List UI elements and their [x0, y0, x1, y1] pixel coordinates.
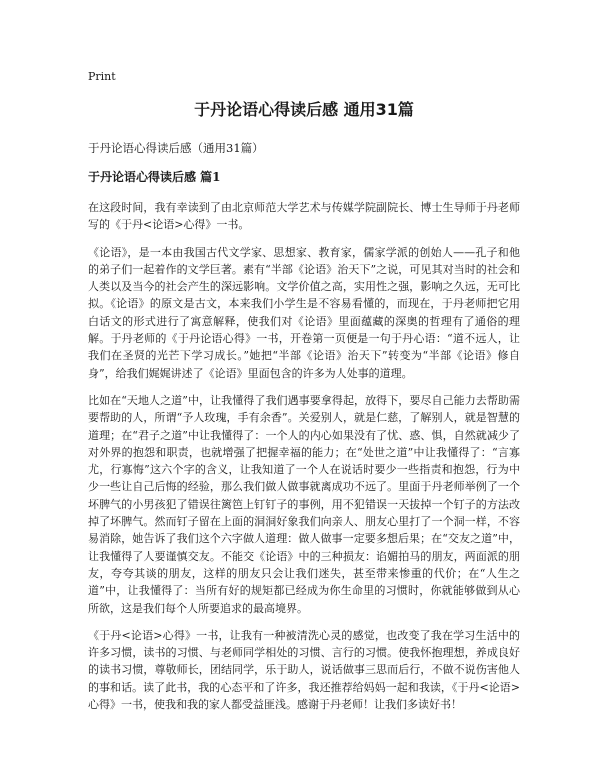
print-link[interactable]: Print	[88, 70, 116, 83]
paragraph-1: 在这段时间，我有幸读到了由北京师范大学艺术与传媒学院副院长、博士生导师于丹老师写的《于丹<论语>心得》一书。	[88, 201, 520, 232]
document-page	[88, 70, 520, 723]
section-heading: 于丹论语心得读后感 篇1	[88, 170, 221, 184]
paragraph-3: 比如在“天地人之道”中，让我懂得了我们遇事要拿得起，放得下，要尽自己能力去帮助需要帮助的人，所谓“予人玫瑰，手有余香”。关爱别人，就是仁慈，了解别人，就是智慧的道理；在“君子之道”中让我懂得了：一个人的内心如果没有了忧、惑、惧，自然就减少了对外界的抱怨和职责，也就增强了把握幸福的能力；在“处世之道”中让我懂得了：“言寡尤，行寡悔”这六个字的含义，让我知道了一个人在说话时要少一些指责和抱怨，行为中少一些让自己后悔的经验，那么我们做人做事就离成功不远了。里面于丹老师举例了一个坏脾气的小男孩犯了错误往篱笆上钉钉子的事例，用不犯错误一天拔掉一个钉子的方法改掉了坏脾气。然而钉子留在上面的洞洞好象我们向亲人、朋友心里打了一个洞一样，不容易消除，她告诉了我们这个六字做人道理：做人做事一定要多想后果；在“交友之道”中，让我懂得了人要谨慎交友。不能交《论语》中的三种损友：谄媚拍马的朋友，两面派的朋友，夸夸其谈的朋友，这样的朋友只会让我们迷失，甚至带来惨重的代价；在“人生之道”中，让我懂得了：当所有好的规矩都已经成为你生命里的习惯时，你就能够做到从心所欲，这是我们每个人所要追求的最高境界。	[88, 393, 520, 615]
paragraph-2: 《论语》，是一本由我国古代文学家、思想家、教育家，儒家学派的创始人——孔子和他的弟子们一起着作的文学巨著。素有“半部《论语》治天下”之说，可见其对当时的社会和人类以及当今的社会产生的深远影响。文学价值之高，实用性之强，影响之久远，无可比拟。《论语》的原文是古文，本来我们小学生是不容易看懂的，而现在，于丹老师把它用白话文的形式进行了寓意解释，使我们对《论语》里面蕴藏的深奥的哲理有了通俗的理解。于丹老师的《于丹论语心得》一书，开卷第一页便是一句于丹心语：“道不远人，让我们在圣贤的光芒下学习成长。”她把“半部《论语》治天下”转变为“半部《论语》修自身”，给我们娓娓讲述了《论语》里面包含的许多为人处事的道理。	[88, 245, 520, 380]
paragraph-4: 《于丹<论语>心得》一书，让我有一种被清洗心灵的感觉，也改变了我在学习生活中的许多习惯，读书的习惯、与老师同学相处的习惯、言行的习惯。使我怀抱理想，养成良好的读书习惯，尊敬师长，团结同学，乐于助人，说话做事三思而后行，不做不说伤害他人的事和话。读了此书，我的心态平和了许多，我还推荐给妈妈一起和我读，《于丹<论语>心得》一书，使我和我的家人都受益匪浅。感谢于丹老师！让我们多读好书！	[88, 628, 520, 712]
document-subtitle: 于丹论语心得读后感（通用31篇）	[88, 141, 264, 155]
page-title: 于丹论语心得读后感 通用31篇	[194, 100, 414, 119]
